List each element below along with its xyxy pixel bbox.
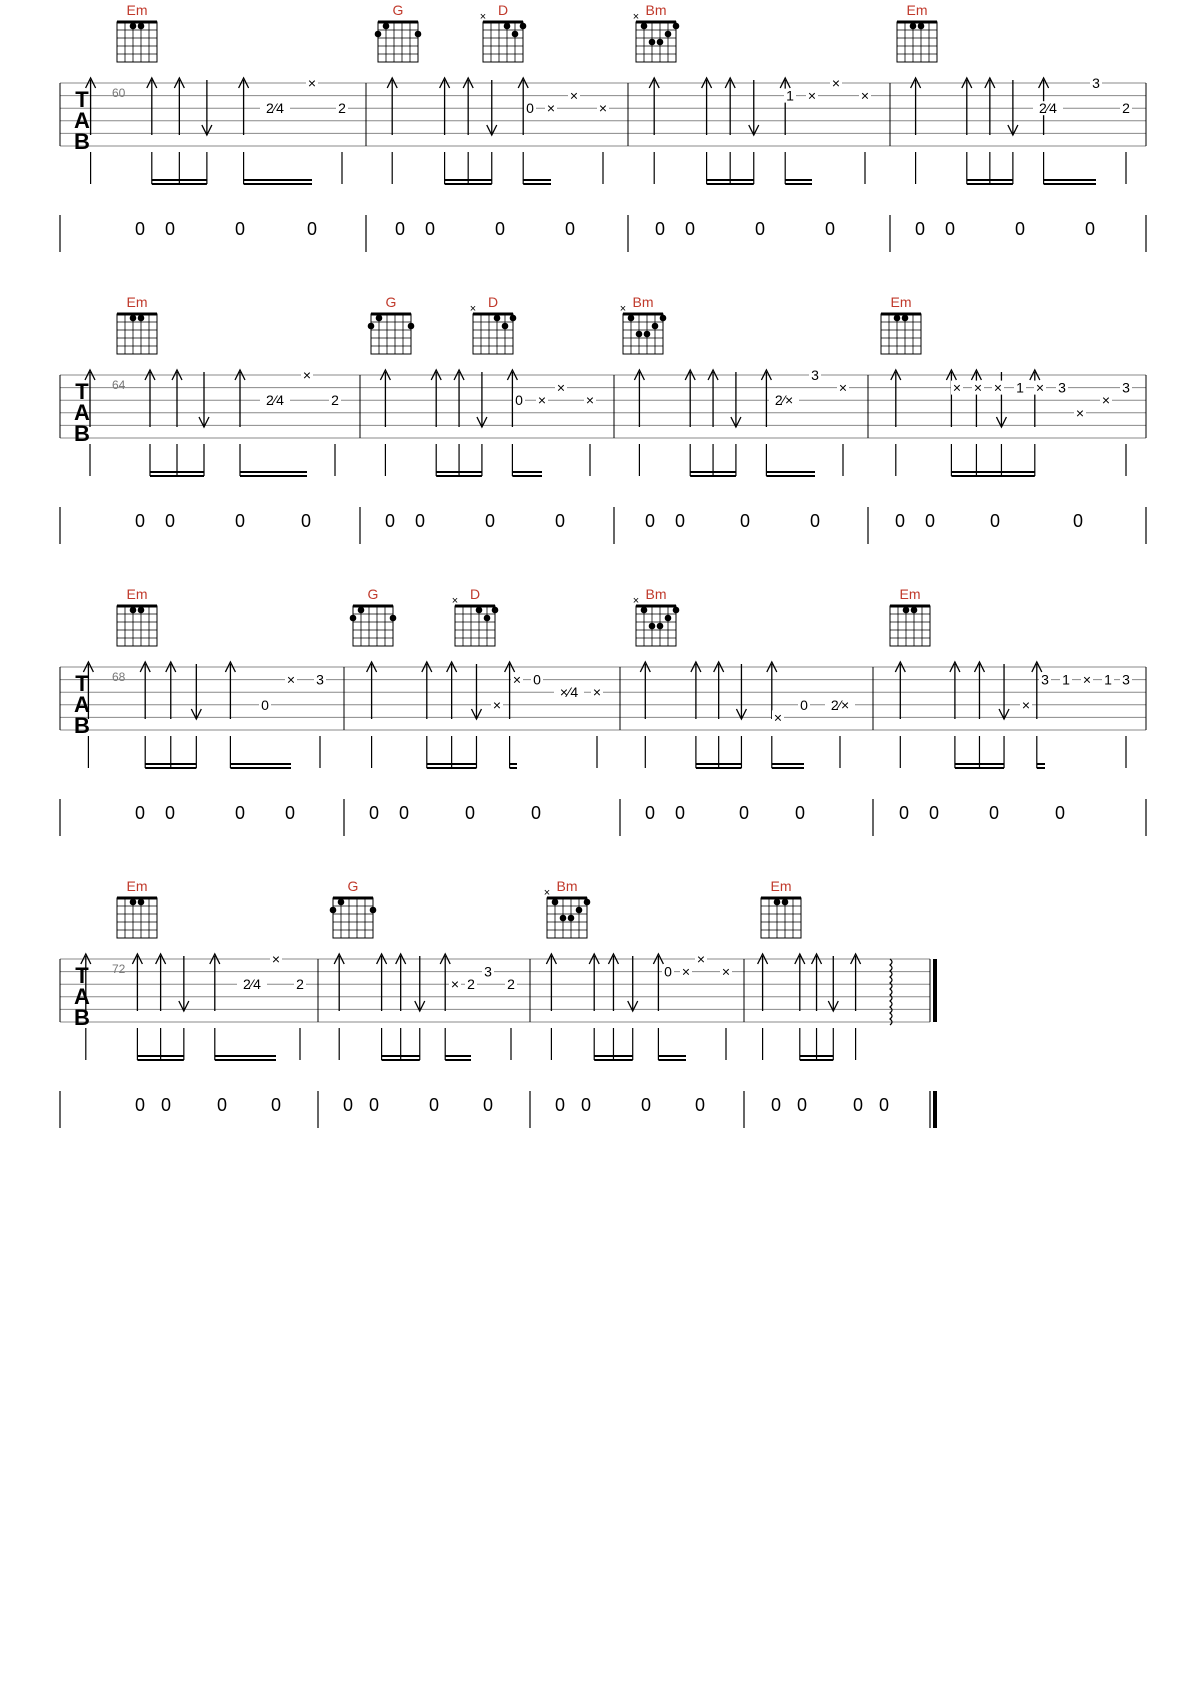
bass-note: 0	[924, 511, 936, 531]
bass-note: 0	[944, 219, 956, 239]
bass-note: 0	[754, 219, 766, 239]
tab-clef-letter: T	[75, 87, 89, 112]
bass-note: 0	[674, 511, 686, 531]
chord-finger-dot	[376, 315, 383, 322]
chord-name: Bm	[645, 586, 667, 602]
chord-diagram-bm	[633, 586, 680, 646]
chord-finger-dot	[644, 331, 651, 338]
chord-diagram-bm	[633, 2, 680, 62]
chord-finger-dot	[910, 23, 917, 30]
chord-diagram-g	[375, 2, 422, 62]
bass-note: 0	[824, 219, 836, 239]
bass-note: 0	[134, 511, 146, 531]
chord-name: Em	[890, 294, 912, 310]
chord-finger-dot	[476, 607, 483, 614]
bass-note: 0	[989, 511, 1001, 531]
measure	[83, 662, 326, 823]
bass-note: 0	[1072, 511, 1084, 531]
muted-string-mark: ×	[773, 709, 783, 726]
muted-string-mark: ×	[721, 963, 731, 980]
bass-note: 0	[894, 511, 906, 531]
chord-name: Em	[899, 586, 921, 602]
measure	[546, 951, 732, 1115]
bass-note: 0	[306, 219, 318, 239]
chord-name: Em	[126, 878, 148, 894]
muted-string-mark: ×	[286, 671, 296, 688]
muted-string-mark: ×	[838, 379, 848, 396]
muted-string-mark: ×	[831, 75, 841, 91]
chord-diagram-g	[330, 878, 377, 938]
muted-string-mark: ×	[952, 379, 962, 396]
chord-finger-dot	[641, 607, 648, 614]
tab-fret-number: 0	[515, 392, 523, 409]
chord-name: Em	[770, 878, 792, 894]
chord-finger-dot	[902, 315, 909, 322]
chord-grid	[455, 606, 495, 646]
muted-string-mark: ×	[307, 75, 317, 91]
chord-grid	[117, 314, 157, 354]
bass-note: 0	[368, 1095, 380, 1115]
tab-clef-letter: T	[75, 671, 89, 696]
chord-finger-dot	[138, 607, 145, 614]
muted-string-mark: ×	[450, 976, 460, 993]
tab-fret-number: 0	[800, 696, 808, 713]
tab-fret-number: 0	[664, 963, 672, 980]
bass-note: 0	[914, 219, 926, 239]
chord-diagram-em	[117, 878, 157, 938]
measure	[758, 954, 892, 1115]
tab-fret-number: 3	[1058, 379, 1066, 396]
bass-note: 0	[234, 803, 246, 823]
muted-string-mark: ×	[492, 696, 502, 713]
tab-system	[60, 951, 935, 1128]
tab-clef-letter: T	[75, 963, 89, 988]
chord-finger-dot	[568, 915, 575, 922]
measure	[911, 75, 1132, 239]
bass-note: 0	[234, 219, 246, 239]
muted-string-mark: ×	[556, 379, 566, 396]
chord-finger-dot	[375, 31, 382, 38]
chord-finger-dot	[510, 315, 517, 322]
measure	[649, 75, 871, 239]
bass-note: 0	[134, 803, 146, 823]
muted-string-mark: ×	[860, 87, 870, 104]
bass-note: 0	[988, 803, 1000, 823]
bass-note: 0	[216, 1095, 228, 1115]
tab-fret-number: 2⁄4	[266, 392, 284, 409]
muted-string-mark: ×	[973, 379, 983, 396]
bar-number: 60	[112, 86, 126, 100]
chord-finger-dot	[665, 31, 672, 38]
bass-note: 0	[794, 803, 806, 823]
chord-finger-dot	[368, 323, 375, 330]
chord-name: D	[497, 2, 509, 18]
muted-string-mark: ×	[537, 392, 547, 409]
chord-finger-dot	[628, 315, 635, 322]
chord-finger-dot	[584, 899, 591, 906]
bass-note: 0	[342, 1095, 354, 1115]
bass-note: 0	[234, 511, 246, 531]
tab-fret-number: 2⁄×	[830, 696, 850, 713]
tab-fret-number: 2⁄4	[243, 976, 261, 993]
chord-name: Em	[126, 2, 148, 18]
chord-finger-dot	[657, 623, 664, 630]
chord-finger-dot	[350, 615, 357, 622]
chord-name: G	[367, 586, 379, 602]
chord-name: G	[392, 2, 404, 18]
muted-string-mark: ×	[1075, 404, 1085, 421]
chord-grid	[117, 898, 157, 938]
chord-finger-dot	[918, 23, 925, 30]
bass-note: 0	[580, 1095, 592, 1115]
chord-finger-dot	[673, 23, 680, 30]
bass-note: 0	[164, 803, 176, 823]
bass-note: 0	[164, 511, 176, 531]
chord-diagram-g	[368, 294, 415, 354]
bass-note: 0	[809, 511, 821, 531]
chord-diagram-em	[761, 878, 801, 938]
chord-diagram-d	[452, 586, 499, 646]
tab-system	[60, 367, 1146, 544]
tab-fret-number: 3	[1122, 671, 1130, 688]
bass-note: 0	[1054, 803, 1066, 823]
chord-finger-dot	[673, 607, 680, 614]
chord-grid	[761, 898, 801, 938]
chord-finger-dot	[330, 907, 337, 914]
chord-finger-dot	[138, 315, 145, 322]
chord-finger-dot	[903, 607, 910, 614]
chord-diagram-em	[117, 294, 157, 354]
chord-finger-dot	[782, 899, 789, 906]
tab-clef-letter: B	[74, 421, 90, 446]
tab-fret-number: 2	[507, 976, 515, 993]
bass-note: 0	[530, 803, 542, 823]
bass-note: 0	[134, 1095, 146, 1115]
bass-note: 0	[464, 803, 476, 823]
tab-clef-letter: B	[74, 129, 90, 154]
measure	[367, 662, 603, 823]
chord-mute-mark: ×	[619, 303, 627, 315]
bass-note: 0	[644, 511, 656, 531]
chord-finger-dot	[665, 615, 672, 622]
tab-fret-number: 2⁄4	[1039, 100, 1057, 117]
chord-mute-mark: ×	[543, 887, 551, 899]
chord-grid	[473, 314, 513, 354]
bass-note: 0	[300, 511, 312, 531]
bass-note: 0	[640, 1095, 652, 1115]
bass-note: 0	[564, 219, 576, 239]
chord-finger-dot	[358, 607, 365, 614]
chord-finger-dot	[502, 323, 509, 330]
muted-string-mark: ×	[1082, 671, 1092, 688]
chord-diagram-d	[470, 294, 517, 354]
bass-note: 0	[284, 803, 296, 823]
tab-fret-number: 2	[338, 100, 346, 117]
bass-note: 0	[654, 219, 666, 239]
bass-note: 0	[684, 219, 696, 239]
tab-fret-number: 2	[331, 392, 339, 409]
muted-string-mark: ×	[1021, 696, 1031, 713]
tab-clef-letter: T	[75, 379, 89, 404]
chord-finger-dot	[641, 23, 648, 30]
muted-string-mark: ×	[807, 87, 817, 104]
chord-diagram-g	[350, 586, 397, 646]
tab-system	[60, 662, 1146, 836]
chord-finger-dot	[338, 899, 345, 906]
chord-finger-dot	[130, 899, 137, 906]
chord-name: Bm	[632, 294, 654, 310]
muted-string-mark: ×	[569, 87, 579, 104]
bass-note: 0	[394, 219, 406, 239]
bass-note: 0	[368, 803, 380, 823]
measure	[380, 370, 596, 531]
tab-fret-number: 2	[1122, 100, 1130, 117]
measure	[387, 78, 609, 239]
muted-string-mark: ×	[302, 367, 312, 383]
chord-finger-dot	[520, 23, 527, 30]
muted-string-mark: ×	[592, 684, 602, 701]
chord-diagram-em	[117, 2, 157, 62]
bass-note: 0	[494, 219, 506, 239]
measure	[640, 662, 855, 823]
tab-fret-number: 0	[526, 100, 534, 117]
chord-mute-mark: ×	[451, 595, 459, 607]
bass-note: 0	[424, 219, 436, 239]
chord-finger-dot	[138, 899, 145, 906]
chord-finger-dot	[649, 39, 656, 46]
chord-name: Em	[906, 2, 928, 18]
chord-finger-dot	[138, 23, 145, 30]
chord-finger-dot	[408, 323, 415, 330]
muted-string-mark: ×	[1101, 392, 1111, 409]
tab-fret-number: 1	[1062, 671, 1070, 688]
chord-name: Bm	[645, 2, 667, 18]
bass-note: 0	[796, 1095, 808, 1115]
chord-mute-mark: ×	[469, 303, 477, 315]
chord-name: Bm	[556, 878, 578, 894]
tab-system	[60, 75, 1146, 252]
bass-note: 0	[852, 1095, 864, 1115]
chord-finger-dot	[504, 23, 511, 30]
bass-note: 0	[554, 511, 566, 531]
measure	[334, 954, 517, 1115]
bass-note: 0	[164, 219, 176, 239]
chord-diagram-em	[897, 2, 937, 62]
bass-note: 0	[770, 1095, 782, 1115]
chord-finger-dot	[652, 323, 659, 330]
tab-fret-number: 2⁄4	[266, 100, 284, 117]
chord-finger-dot	[512, 31, 519, 38]
tab-clef-letter: A	[74, 108, 90, 133]
tab-fret-number: 2	[296, 976, 304, 993]
chord-finger-dot	[552, 899, 559, 906]
chord-finger-dot	[494, 315, 501, 322]
chord-diagram-em	[890, 586, 930, 646]
chord-mute-mark: ×	[479, 11, 487, 23]
chord-grid	[890, 606, 930, 646]
bass-note: 0	[554, 1095, 566, 1115]
bass-note: 0	[898, 803, 910, 823]
chord-grid	[897, 22, 937, 62]
chord-grid	[117, 22, 157, 62]
chord-finger-dot	[383, 23, 390, 30]
chord-grid	[483, 22, 523, 62]
bass-note: 0	[878, 1095, 890, 1115]
chord-grid	[117, 606, 157, 646]
chord-finger-dot	[492, 607, 499, 614]
chord-finger-dot	[415, 31, 422, 38]
chord-name: G	[385, 294, 397, 310]
measure	[634, 367, 849, 531]
bass-note: 0	[414, 511, 426, 531]
chord-finger-dot	[484, 615, 491, 622]
chord-finger-dot	[390, 615, 397, 622]
tab-fret-number: 3	[316, 671, 324, 688]
tab-fret-number: 1	[1016, 379, 1024, 396]
measure	[895, 662, 1132, 823]
arpeggio-wavy-line	[890, 959, 892, 1025]
tab-fret-number: 2⁄×	[774, 392, 794, 409]
chord-diagram-bm	[544, 878, 591, 938]
muted-string-mark: ×	[696, 951, 706, 967]
chord-finger-dot	[911, 607, 918, 614]
chord-finger-dot	[576, 907, 583, 914]
chord-grid	[881, 314, 921, 354]
bass-note: 0	[428, 1095, 440, 1115]
bar-number: 72	[112, 962, 126, 976]
chord-diagram-em	[881, 294, 921, 354]
muted-string-mark: ×	[546, 100, 556, 117]
bass-note: 0	[160, 1095, 172, 1115]
muted-string-mark: ×	[585, 392, 595, 409]
tab-fret-number: 3	[484, 963, 492, 980]
muted-string-mark: ×	[512, 671, 522, 688]
tab-fret-number: 0	[261, 696, 269, 713]
chord-finger-dot	[130, 315, 137, 322]
chord-name: D	[469, 586, 481, 602]
chord-finger-dot	[894, 315, 901, 322]
chord-mute-mark: ×	[632, 595, 640, 607]
chord-finger-dot	[657, 39, 664, 46]
muted-string-mark: ×	[993, 379, 1003, 396]
bass-note: 0	[738, 803, 750, 823]
bar-number: 68	[112, 670, 126, 684]
chord-finger-dot	[370, 907, 377, 914]
tab-fret-number: ×⁄4	[559, 684, 579, 701]
measure	[891, 370, 1132, 531]
tab-clef-letter: B	[74, 713, 90, 738]
bass-note: 0	[694, 1095, 706, 1115]
bass-note: 0	[928, 803, 940, 823]
tab-fret-number: 0	[533, 671, 541, 688]
tab-fret-number: 3	[1092, 75, 1100, 91]
muted-string-mark: ×	[598, 100, 608, 117]
bass-note: 0	[644, 803, 656, 823]
muted-string-mark: ×	[271, 951, 281, 967]
muted-string-mark: ×	[681, 963, 691, 980]
chord-name: G	[347, 878, 359, 894]
tab-clef-letter: B	[74, 1005, 90, 1030]
bass-note: 0	[384, 511, 396, 531]
chord-name: Em	[126, 294, 148, 310]
bass-note: 0	[482, 1095, 494, 1115]
tab-fret-number: 3	[1041, 671, 1049, 688]
chord-name: D	[487, 294, 499, 310]
bass-note: 0	[270, 1095, 282, 1115]
bass-note: 0	[134, 219, 146, 239]
bass-note: 0	[398, 803, 410, 823]
chord-mute-mark: ×	[632, 11, 640, 23]
tab-clef-letter: A	[74, 692, 90, 717]
tab-clef-letter: A	[74, 400, 90, 425]
chord-finger-dot	[649, 623, 656, 630]
bass-note: 0	[674, 803, 686, 823]
chord-finger-dot	[560, 915, 567, 922]
chord-finger-dot	[130, 23, 137, 30]
tab-fret-number: 2	[467, 976, 475, 993]
chord-name: Em	[126, 586, 148, 602]
chord-diagram-em	[117, 586, 157, 646]
bass-note: 0	[484, 511, 496, 531]
muted-string-mark: ×	[1035, 379, 1045, 396]
tab-clef-letter: A	[74, 984, 90, 1009]
tab-fret-number: 3	[1122, 379, 1130, 396]
chord-finger-dot	[774, 899, 781, 906]
bass-note: 0	[1084, 219, 1096, 239]
chord-finger-dot	[130, 607, 137, 614]
chord-finger-dot	[660, 315, 667, 322]
tab-fret-number: 3	[811, 367, 819, 383]
bass-note: 0	[739, 511, 751, 531]
tab-fret-number: 1	[1104, 671, 1112, 688]
chord-diagram-d	[480, 2, 527, 62]
bar-number: 64	[112, 378, 126, 392]
tab-fret-number: 1	[786, 87, 794, 104]
bass-note: 0	[1014, 219, 1026, 239]
chord-finger-dot	[636, 331, 643, 338]
chord-diagram-bm	[620, 294, 667, 354]
